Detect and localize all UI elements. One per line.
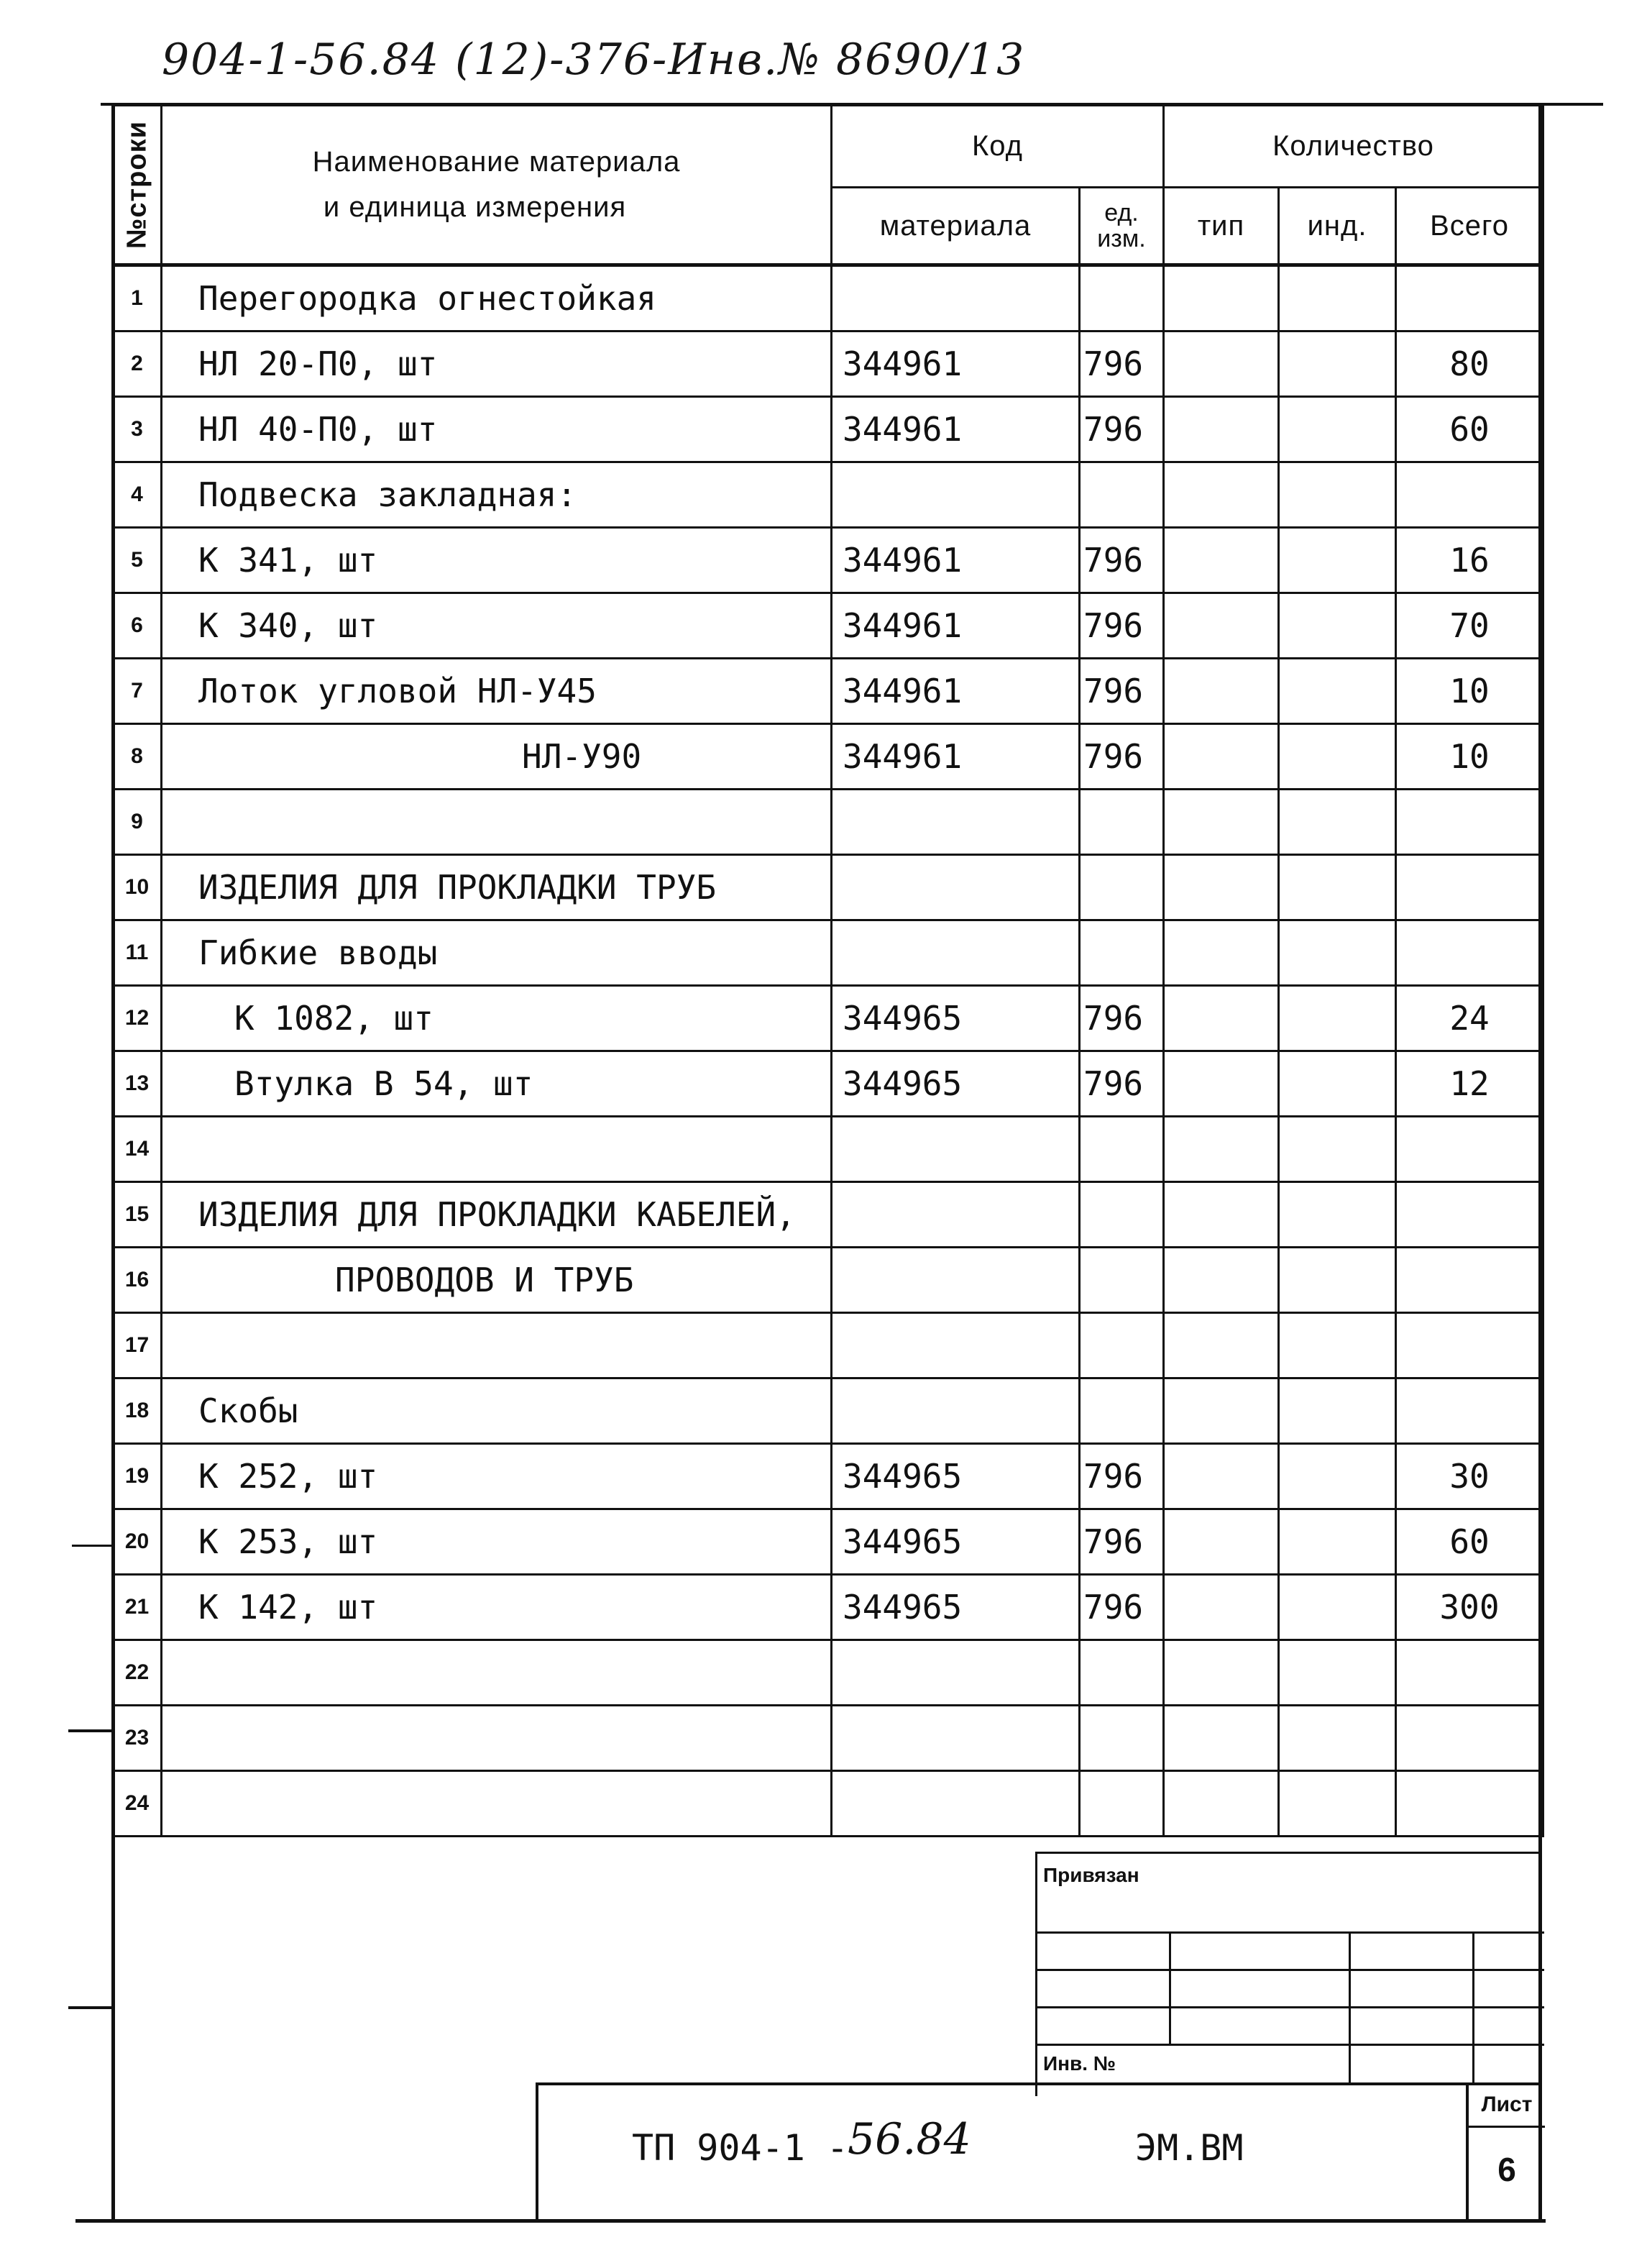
row-number: 11 xyxy=(113,920,162,986)
qty-total xyxy=(1396,265,1543,331)
material-name: ИЗДЕЛИЯ ДЛЯ ПРОКЛАДКИ КАБЕЛЕЙ, xyxy=(162,1182,832,1248)
unit-code: 796 xyxy=(1080,1444,1164,1509)
row-number: 5 xyxy=(113,528,162,593)
material-name: Перегородка огнестойкая xyxy=(162,265,832,331)
unit-code: 796 xyxy=(1080,331,1164,397)
row-number: 17 xyxy=(113,1313,162,1378)
bottom-border xyxy=(75,2219,1546,2223)
qty-ind xyxy=(1279,1575,1396,1640)
table-row xyxy=(113,790,1543,855)
qty-total: 80 xyxy=(1396,331,1543,397)
qty-type xyxy=(1164,528,1279,593)
material-code xyxy=(832,855,1080,920)
row-number: 15 xyxy=(113,1182,162,1248)
qty-total: 60 xyxy=(1396,397,1543,462)
table-row xyxy=(113,331,1543,397)
qty-type xyxy=(1164,1117,1279,1182)
material-code xyxy=(832,790,1080,855)
unit-code xyxy=(1080,1313,1164,1378)
material-name: Лоток угловой НЛ-У45 xyxy=(162,659,832,724)
sheet-box xyxy=(1466,2085,1545,2223)
row-number: 8 xyxy=(113,724,162,790)
material-code: 344965 xyxy=(832,986,1080,1051)
material-name: К 252, шт xyxy=(162,1444,832,1509)
qty-ind xyxy=(1279,855,1396,920)
material-code xyxy=(832,920,1080,986)
qty-ind xyxy=(1279,1313,1396,1378)
qty-type xyxy=(1164,1378,1279,1444)
header-qty-ind: инд. xyxy=(1279,188,1396,265)
row-number: 4 xyxy=(113,462,162,528)
unit-code xyxy=(1080,1182,1164,1248)
material-name: Втулка В 54, шт xyxy=(162,1051,832,1117)
sheet-divider xyxy=(1469,2126,1545,2128)
material-name: К 142, шт xyxy=(162,1575,832,1640)
material-code xyxy=(832,1378,1080,1444)
qty-type xyxy=(1164,1313,1279,1378)
material-name: К 253, шт xyxy=(162,1509,832,1575)
unit-code xyxy=(1080,790,1164,855)
row-number: 3 xyxy=(113,397,162,462)
table-row xyxy=(113,1444,1543,1509)
qty-ind xyxy=(1279,1182,1396,1248)
material-name xyxy=(162,1640,832,1706)
table-row xyxy=(113,855,1543,920)
stamp-line xyxy=(1472,1931,1474,2082)
material-code xyxy=(832,462,1080,528)
material-name: К 1082, шт xyxy=(162,986,832,1051)
qty-total xyxy=(1396,1640,1543,1706)
qty-ind xyxy=(1279,1706,1396,1771)
material-code xyxy=(832,1706,1080,1771)
header-qty-total: Всего xyxy=(1396,188,1543,265)
material-name: НЛ 40-П0, шт xyxy=(162,397,832,462)
qty-ind xyxy=(1279,1378,1396,1444)
qty-type xyxy=(1164,724,1279,790)
table-row xyxy=(113,1378,1543,1444)
header-quantity-group: Количество xyxy=(1164,106,1543,188)
material-code xyxy=(832,1313,1080,1378)
qty-ind xyxy=(1279,265,1396,331)
row-number: 2 xyxy=(113,331,162,397)
material-name: Подвеска закладная: xyxy=(162,462,832,528)
qty-total: 300 xyxy=(1396,1575,1543,1640)
table-row xyxy=(113,1509,1543,1575)
qty-ind xyxy=(1279,920,1396,986)
material-name: НЛ-У90 xyxy=(162,724,832,790)
material-name: Гибкие вводы xyxy=(162,920,832,986)
inventory-label: Инв. № xyxy=(1043,2052,1116,2075)
table-row xyxy=(113,1706,1543,1771)
qty-total xyxy=(1396,920,1543,986)
row-number: 13 xyxy=(113,1051,162,1117)
unit-code xyxy=(1080,1117,1164,1182)
material-name xyxy=(162,1771,832,1837)
header-name-line1: Наименование материала xyxy=(312,146,681,178)
row-number: 6 xyxy=(113,593,162,659)
qty-total: 70 xyxy=(1396,593,1543,659)
unit-code xyxy=(1080,1640,1164,1706)
material-name: ИЗДЕЛИЯ ДЛЯ ПРОКЛАДКИ ТРУБ xyxy=(162,855,832,920)
qty-total xyxy=(1396,1313,1543,1378)
material-code: 344961 xyxy=(832,331,1080,397)
title-block xyxy=(536,2082,1542,2223)
table-row xyxy=(113,593,1543,659)
material-name: К 340, шт xyxy=(162,593,832,659)
qty-type xyxy=(1164,986,1279,1051)
material-code xyxy=(832,265,1080,331)
header-code-unit xyxy=(1080,188,1164,265)
project-code: ТП 904-1 - xyxy=(632,2127,849,2169)
margin-tick xyxy=(68,2006,111,2009)
table-row xyxy=(113,1640,1543,1706)
row-number: 16 xyxy=(113,1248,162,1313)
qty-type xyxy=(1164,1509,1279,1575)
qty-total: 16 xyxy=(1396,528,1543,593)
bound-label: Привязан xyxy=(1043,1864,1139,1886)
qty-ind xyxy=(1279,986,1396,1051)
table-row xyxy=(113,1771,1543,1837)
unit-code xyxy=(1080,462,1164,528)
header-name xyxy=(162,106,832,265)
row-number: 9 xyxy=(113,790,162,855)
qty-total: 12 xyxy=(1396,1051,1543,1117)
table-row xyxy=(113,659,1543,724)
material-code: 344961 xyxy=(832,659,1080,724)
qty-type xyxy=(1164,1771,1279,1837)
row-number: 24 xyxy=(113,1771,162,1837)
qty-total: 60 xyxy=(1396,1509,1543,1575)
qty-ind xyxy=(1279,331,1396,397)
table-row xyxy=(113,920,1543,986)
qty-total xyxy=(1396,790,1543,855)
qty-total xyxy=(1396,855,1543,920)
qty-ind xyxy=(1279,790,1396,855)
qty-type xyxy=(1164,1248,1279,1313)
row-number-label: №строки xyxy=(121,121,152,249)
qty-ind xyxy=(1279,1117,1396,1182)
material-name: Скобы xyxy=(162,1378,832,1444)
table-body xyxy=(113,265,1543,1837)
row-number: 10 xyxy=(113,855,162,920)
table-row xyxy=(113,1313,1543,1378)
qty-type xyxy=(1164,462,1279,528)
qty-type xyxy=(1164,331,1279,397)
row-number: 14 xyxy=(113,1117,162,1182)
material-code: 344965 xyxy=(832,1509,1080,1575)
material-name xyxy=(162,1117,832,1182)
header-row-top xyxy=(113,106,1543,188)
margin-tick xyxy=(72,1545,114,1547)
qty-type xyxy=(1164,1182,1279,1248)
qty-type xyxy=(1164,790,1279,855)
row-number: 23 xyxy=(113,1706,162,1771)
material-name xyxy=(162,790,832,855)
material-code xyxy=(832,1182,1080,1248)
qty-ind xyxy=(1279,724,1396,790)
row-number: 12 xyxy=(113,986,162,1051)
row-number: 21 xyxy=(113,1575,162,1640)
table-row xyxy=(113,265,1543,331)
qty-type xyxy=(1164,1444,1279,1509)
sheet-number: 6 xyxy=(1497,2151,1516,2188)
header-code-unit-line1: ед. xyxy=(1104,199,1139,227)
qty-ind xyxy=(1279,593,1396,659)
material-code: 344961 xyxy=(832,528,1080,593)
qty-total: 10 xyxy=(1396,724,1543,790)
table-row xyxy=(113,724,1543,790)
table-row xyxy=(113,462,1543,528)
document-code: ЭМ.ВМ xyxy=(1135,2127,1244,2169)
material-name: К 341, шт xyxy=(162,528,832,593)
material-code xyxy=(832,1640,1080,1706)
unit-code: 796 xyxy=(1080,593,1164,659)
header-qty-type: тип xyxy=(1164,188,1279,265)
row-number: 18 xyxy=(113,1378,162,1444)
stamp-line xyxy=(1037,1969,1544,1971)
row-number: 20 xyxy=(113,1509,162,1575)
qty-type xyxy=(1164,855,1279,920)
qty-type xyxy=(1164,593,1279,659)
material-name: ПРОВОДОВ И ТРУБ xyxy=(162,1248,832,1313)
unit-code xyxy=(1080,265,1164,331)
unit-code: 796 xyxy=(1080,1509,1164,1575)
table-row xyxy=(113,1248,1543,1313)
qty-type xyxy=(1164,397,1279,462)
qty-type xyxy=(1164,1051,1279,1117)
row-number: 7 xyxy=(113,659,162,724)
header-row-number xyxy=(113,106,162,265)
stamp-line xyxy=(1169,1931,1171,2045)
qty-ind xyxy=(1279,1444,1396,1509)
project-code-handwritten: 56.84 xyxy=(848,2114,971,2164)
qty-total xyxy=(1396,1117,1543,1182)
table-row xyxy=(113,397,1543,462)
material-code: 344965 xyxy=(832,1575,1080,1640)
qty-total: 10 xyxy=(1396,659,1543,724)
row-number: 22 xyxy=(113,1640,162,1706)
unit-code xyxy=(1080,1248,1164,1313)
qty-total xyxy=(1396,1182,1543,1248)
qty-type xyxy=(1164,265,1279,331)
qty-total xyxy=(1396,1378,1543,1444)
unit-code xyxy=(1080,855,1164,920)
qty-ind xyxy=(1279,462,1396,528)
qty-type xyxy=(1164,920,1279,986)
qty-ind xyxy=(1279,1509,1396,1575)
unit-code: 796 xyxy=(1080,724,1164,790)
material-code xyxy=(832,1771,1080,1837)
material-name xyxy=(162,1313,832,1378)
stamp-line xyxy=(1037,1931,1544,1934)
unit-code: 796 xyxy=(1080,659,1164,724)
header-code-material: материала xyxy=(832,188,1080,265)
row-number: 19 xyxy=(113,1444,162,1509)
qty-total: 30 xyxy=(1396,1444,1543,1509)
unit-code: 796 xyxy=(1080,1575,1164,1640)
margin-tick xyxy=(68,1729,111,1732)
unit-code xyxy=(1080,1378,1164,1444)
qty-type xyxy=(1164,1575,1279,1640)
qty-ind xyxy=(1279,397,1396,462)
material-name xyxy=(162,1706,832,1771)
handwritten-annotation: 904-1-56.84 (12)-376-Инв.№ 8690/13 xyxy=(162,35,1026,85)
material-code: 344961 xyxy=(832,724,1080,790)
material-code: 344961 xyxy=(832,593,1080,659)
table-row xyxy=(113,1051,1543,1117)
unit-code xyxy=(1080,920,1164,986)
table-row xyxy=(113,528,1543,593)
unit-code xyxy=(1080,1706,1164,1771)
stamp-line xyxy=(1037,2006,1544,2008)
material-name: НЛ 20-П0, шт xyxy=(162,331,832,397)
unit-code xyxy=(1080,1771,1164,1837)
qty-ind xyxy=(1279,1640,1396,1706)
qty-type xyxy=(1164,1640,1279,1706)
unit-code: 796 xyxy=(1080,1051,1164,1117)
qty-ind xyxy=(1279,659,1396,724)
table-row xyxy=(113,986,1543,1051)
unit-code: 796 xyxy=(1080,528,1164,593)
table-row xyxy=(113,1117,1543,1182)
qty-type xyxy=(1164,1706,1279,1771)
material-code xyxy=(832,1248,1080,1313)
stamp-line xyxy=(1037,2044,1544,2046)
qty-total: 24 xyxy=(1396,986,1543,1051)
unit-code: 796 xyxy=(1080,397,1164,462)
material-code: 344965 xyxy=(832,1051,1080,1117)
qty-total xyxy=(1396,462,1543,528)
binding-stamp xyxy=(1035,1852,1542,2096)
qty-total xyxy=(1396,1248,1543,1313)
materials-table xyxy=(111,104,1544,1837)
material-code: 344961 xyxy=(832,397,1080,462)
header-code-group: Код xyxy=(832,106,1164,188)
qty-ind xyxy=(1279,1248,1396,1313)
header-name-line2: и единица измерения xyxy=(323,191,627,223)
qty-ind xyxy=(1279,528,1396,593)
unit-code: 796 xyxy=(1080,986,1164,1051)
material-code xyxy=(832,1117,1080,1182)
qty-total xyxy=(1396,1771,1543,1837)
material-code: 344965 xyxy=(832,1444,1080,1509)
qty-total xyxy=(1396,1706,1543,1771)
stamp-line xyxy=(1349,1931,1351,2082)
table-row xyxy=(113,1575,1543,1640)
table-row xyxy=(113,1182,1543,1248)
qty-ind xyxy=(1279,1051,1396,1117)
sheet-label: Лист xyxy=(1481,2093,1533,2116)
header-code-unit-line2: изм. xyxy=(1097,225,1146,253)
qty-type xyxy=(1164,659,1279,724)
qty-ind xyxy=(1279,1771,1396,1837)
row-number: 1 xyxy=(113,265,162,331)
